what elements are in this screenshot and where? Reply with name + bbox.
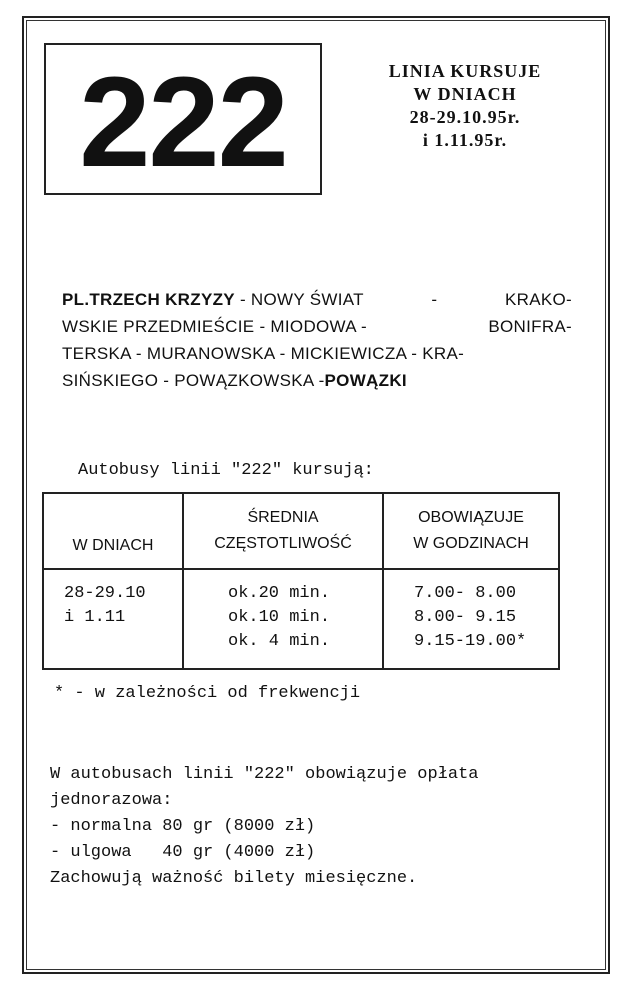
route-text: WSKIE PRZEDMIEŚCIE - MIODOWA - bbox=[62, 317, 367, 336]
table-header-cell bbox=[42, 492, 184, 570]
route-end: POWĄZKI bbox=[324, 371, 407, 390]
route-text: BONIFRA- bbox=[488, 317, 572, 336]
table-header-cell bbox=[182, 492, 384, 570]
route-line bbox=[62, 286, 572, 313]
frequency-value: ok.10 min. bbox=[228, 608, 331, 627]
header-days: W DNIACH bbox=[72, 537, 154, 554]
route-line bbox=[62, 313, 572, 340]
line-number: 222 bbox=[79, 51, 287, 194]
table-row-days bbox=[42, 568, 184, 670]
notice-line: i 1.11.95r. bbox=[422, 130, 508, 150]
days-value: i 1.11 bbox=[64, 608, 126, 627]
header-frequency: CZĘSTOTLIWOŚĆ bbox=[214, 535, 352, 552]
route-line bbox=[62, 367, 572, 394]
header-hours: OBOWIĄZUJE bbox=[418, 509, 524, 526]
fares-section bbox=[50, 762, 478, 892]
frequency-value: ok.20 min. bbox=[228, 584, 331, 603]
service-dates-notice bbox=[360, 60, 570, 152]
fares-line: - normalna 80 gr (8000 zł) bbox=[50, 817, 316, 836]
route-text: SIŃSKIEGO - POWĄZKOWSKA - bbox=[62, 371, 325, 390]
notice-line: W DNIACH bbox=[413, 84, 517, 104]
fares-line: Zachowują ważność bilety miesięczne. bbox=[50, 869, 418, 888]
route-start: PL.TRZECH KRZYZY bbox=[62, 290, 235, 309]
route-line bbox=[62, 340, 572, 367]
route-text: - bbox=[431, 290, 438, 309]
route-description bbox=[62, 286, 572, 394]
hours-value: 7.00- 8.00 bbox=[414, 584, 517, 603]
table-header-cell bbox=[382, 492, 560, 570]
schedule-intro: Autobusy linii "222" kursują: bbox=[78, 461, 374, 480]
footnote: * - w zależności od frekwencji bbox=[54, 684, 361, 703]
header-hours: W GODZINACH bbox=[413, 535, 529, 552]
hours-value: 9.15-19.00* bbox=[414, 632, 527, 651]
route-text: TERSKA - MURANOWSKA - MICKIEWICZA - KRA- bbox=[62, 344, 465, 363]
table-row-hours bbox=[382, 568, 560, 670]
frequency-value: ok. 4 min. bbox=[228, 632, 331, 651]
fares-line: jednorazowa: bbox=[50, 791, 173, 810]
route-text: - NOWY ŚWIAT bbox=[234, 290, 364, 309]
route-text: KRAKO- bbox=[505, 290, 572, 309]
hours-value: 8.00- 9.15 bbox=[414, 608, 517, 627]
table-row-frequency bbox=[182, 568, 384, 670]
notice-line: LINIA KURSUJE bbox=[388, 61, 542, 81]
notice-line: 28-29.10.95r. bbox=[409, 107, 521, 127]
fares-line: - ulgowa 40 gr (4000 zł) bbox=[50, 843, 316, 862]
header-frequency: ŚREDNIA bbox=[247, 509, 319, 526]
line-number-box bbox=[44, 43, 322, 195]
days-value: 28-29.10 bbox=[64, 584, 146, 603]
fares-line: W autobusach linii "222" obowiązuje opłata bbox=[50, 765, 479, 784]
